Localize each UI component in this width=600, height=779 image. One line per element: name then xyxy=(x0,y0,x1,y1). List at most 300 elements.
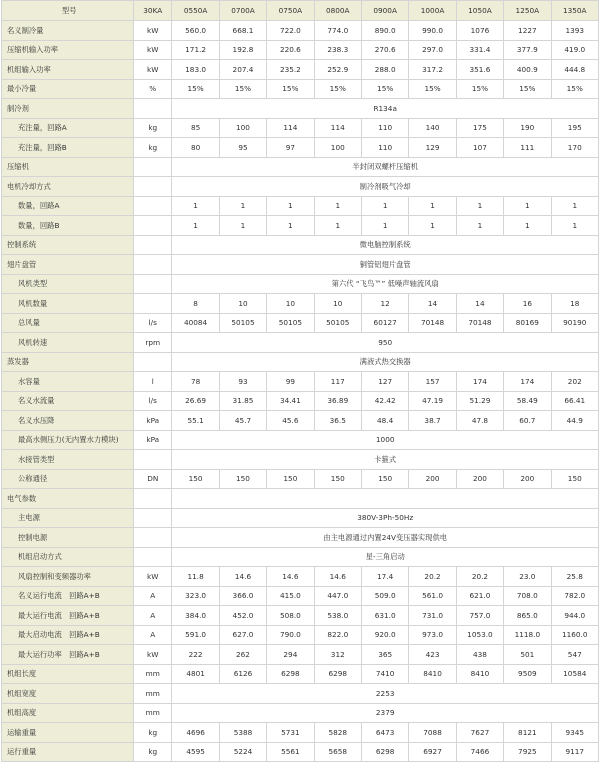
value-cell: 419.0 xyxy=(551,40,598,60)
value-cell: 15% xyxy=(551,79,598,99)
value-cell: 15% xyxy=(172,79,219,99)
row-label: 运输重量 xyxy=(2,723,134,743)
value-cell: 202 xyxy=(551,372,598,392)
row-label: 机组输入功率 xyxy=(2,60,134,80)
row-unit xyxy=(134,274,172,294)
value-cell: 560.0 xyxy=(172,21,219,41)
table-row xyxy=(2,450,599,470)
table-row xyxy=(2,528,599,548)
row-unit: kg xyxy=(134,742,172,762)
value-cell: 501 xyxy=(504,645,551,665)
value-cell: 110 xyxy=(361,118,408,138)
value-cell: 508.0 xyxy=(267,606,314,626)
value-cell: 1 xyxy=(551,216,598,236)
value-cell: 920.0 xyxy=(361,625,408,645)
table-row xyxy=(2,21,599,41)
row-unit: A xyxy=(134,625,172,645)
value-cell: 150 xyxy=(172,469,219,489)
value-cell: 4595 xyxy=(172,742,219,762)
row-label: 电机冷却方式 xyxy=(2,177,134,197)
row-unit xyxy=(134,508,172,528)
value-cell: 99 xyxy=(267,372,314,392)
value-cell: 1118.0 xyxy=(504,625,551,645)
value-cell: 50105 xyxy=(267,313,314,333)
value-cell: 78 xyxy=(172,372,219,392)
row-unit: A xyxy=(134,606,172,626)
value-cell: 111 xyxy=(504,138,551,158)
header-model: 1250A xyxy=(504,1,551,21)
value-cell: 1 xyxy=(361,196,408,216)
row-label: 公称通径 xyxy=(2,469,134,489)
value-cell: 129 xyxy=(409,138,456,158)
value-cell: 9117 xyxy=(551,742,598,762)
value-cell: 782.0 xyxy=(551,586,598,606)
value-cell: 114 xyxy=(267,118,314,138)
value-cell: 51.29 xyxy=(456,391,503,411)
row-unit: kg xyxy=(134,118,172,138)
header-model: 0700A xyxy=(219,1,266,21)
value-cell: 183.0 xyxy=(172,60,219,80)
header-model: 0800A xyxy=(314,1,361,21)
row-unit xyxy=(134,255,172,275)
row-unit: kW xyxy=(134,21,172,41)
value-cell: 97 xyxy=(267,138,314,158)
value-cell: 1 xyxy=(219,196,266,216)
value-cell: 252.9 xyxy=(314,60,361,80)
table-row xyxy=(2,177,599,197)
value-cell: 174 xyxy=(456,372,503,392)
value-cell: 70148 xyxy=(409,313,456,333)
shared-value-cell: 微电脑控制系统 xyxy=(172,235,599,255)
value-cell: 9345 xyxy=(551,723,598,743)
value-cell: 171.2 xyxy=(172,40,219,60)
value-cell: 4801 xyxy=(172,664,219,684)
value-cell: 990.0 xyxy=(409,21,456,41)
value-cell: 5224 xyxy=(219,742,266,762)
header-label: 型号 xyxy=(62,5,77,15)
row-label: 机组启动方式 xyxy=(2,547,134,567)
row-label: 名义制冷量 xyxy=(2,21,134,41)
row-label: 风机数量 xyxy=(2,294,134,314)
value-cell: 174 xyxy=(504,372,551,392)
value-cell: 15% xyxy=(504,79,551,99)
value-cell: 447.0 xyxy=(314,586,361,606)
shared-value-cell: 380V-3Ph-50Hz xyxy=(172,508,599,528)
value-cell: 150 xyxy=(267,469,314,489)
table-row xyxy=(2,547,599,567)
row-label: 风机转速 xyxy=(2,333,134,353)
row-unit xyxy=(134,196,172,216)
value-cell: 47.8 xyxy=(456,411,503,431)
row-label: 控制系统 xyxy=(2,235,134,255)
table-row xyxy=(2,742,599,762)
value-cell: 60.7 xyxy=(504,411,551,431)
row-unit: kW xyxy=(134,40,172,60)
row-unit: l xyxy=(134,372,172,392)
value-cell: 5561 xyxy=(267,742,314,762)
empty-cell xyxy=(172,489,599,509)
value-cell: 1 xyxy=(172,216,219,236)
value-cell: 668.1 xyxy=(219,21,266,41)
table-row xyxy=(2,99,599,119)
value-cell: 85 xyxy=(172,118,219,138)
value-cell: 150 xyxy=(314,469,361,489)
value-cell: 60127 xyxy=(361,313,408,333)
table-row xyxy=(2,196,599,216)
row-unit xyxy=(134,177,172,197)
shared-value-cell: 星-三角启动 xyxy=(172,547,599,567)
shared-value-cell: 半封闭双螺杆压缩机 xyxy=(172,157,599,177)
row-label: 数量，回路A xyxy=(2,196,134,216)
table-row xyxy=(2,606,599,626)
value-cell: 774.0 xyxy=(314,21,361,41)
value-cell: 561.0 xyxy=(409,586,456,606)
row-label: 最大启动电流 回路A+B xyxy=(2,625,134,645)
row-label: 风机类型 xyxy=(2,274,134,294)
value-cell: 1 xyxy=(456,216,503,236)
value-cell: 50105 xyxy=(219,313,266,333)
value-cell: 1 xyxy=(551,196,598,216)
row-unit: kW xyxy=(134,645,172,665)
shared-value-cell: 铜管铝翅片盘管 xyxy=(172,255,599,275)
table-row xyxy=(2,625,599,645)
value-cell: 1 xyxy=(172,196,219,216)
value-cell: 722.0 xyxy=(267,21,314,41)
value-cell: 220.6 xyxy=(267,40,314,60)
table-row xyxy=(2,469,599,489)
value-cell: 10 xyxy=(267,294,314,314)
value-cell: 207.4 xyxy=(219,60,266,80)
table-row xyxy=(2,684,599,704)
row-label: 水容量 xyxy=(2,372,134,392)
value-cell: 7410 xyxy=(361,664,408,684)
value-cell: 150 xyxy=(361,469,408,489)
value-cell: 12 xyxy=(361,294,408,314)
row-unit: kPa xyxy=(134,430,172,450)
table-row xyxy=(2,664,599,684)
table-row xyxy=(2,430,599,450)
value-cell: 8410 xyxy=(456,664,503,684)
value-cell: 9509 xyxy=(504,664,551,684)
row-label: 最高水侧压力(无内置水力模块) xyxy=(2,430,134,450)
table-row xyxy=(2,235,599,255)
row-unit: l/s xyxy=(134,313,172,333)
value-cell: 317.2 xyxy=(409,60,456,80)
value-cell: 44.9 xyxy=(551,411,598,431)
row-label: 风扇控制和变频器功率 xyxy=(2,567,134,587)
value-cell: 10 xyxy=(219,294,266,314)
header-model: 1050A xyxy=(456,1,503,21)
row-unit xyxy=(134,294,172,314)
value-cell: 58.49 xyxy=(504,391,551,411)
value-cell: 509.0 xyxy=(361,586,408,606)
value-cell: 48.4 xyxy=(361,411,408,431)
value-cell: 17.4 xyxy=(361,567,408,587)
value-cell: 1160.0 xyxy=(551,625,598,645)
value-cell: 294 xyxy=(267,645,314,665)
value-cell: 110 xyxy=(361,138,408,158)
value-cell: 14.6 xyxy=(314,567,361,587)
shared-value-cell: 制冷剂吸气冷却 xyxy=(172,177,599,197)
row-label: 制冷剂 xyxy=(2,99,134,119)
row-label: 蒸发器 xyxy=(2,352,134,372)
row-label: 充注量，回路B xyxy=(2,138,134,158)
row-label: 机组宽度 xyxy=(2,684,134,704)
table-row xyxy=(2,352,599,372)
row-unit: kW xyxy=(134,60,172,80)
value-cell: 117 xyxy=(314,372,361,392)
row-label: 最小冷量 xyxy=(2,79,134,99)
row-label: 压缩机 xyxy=(2,157,134,177)
value-cell: 6126 xyxy=(219,664,266,684)
value-cell: 6298 xyxy=(361,742,408,762)
value-cell: 547 xyxy=(551,645,598,665)
value-cell: 14.6 xyxy=(267,567,314,587)
row-unit xyxy=(134,489,172,509)
value-cell: 150 xyxy=(551,469,598,489)
value-cell: 222 xyxy=(172,645,219,665)
value-cell: 31.85 xyxy=(219,391,266,411)
table-row xyxy=(2,274,599,294)
row-label: 名义水压降 xyxy=(2,411,134,431)
value-cell: 384.0 xyxy=(172,606,219,626)
value-cell: 23.0 xyxy=(504,567,551,587)
value-cell: 38.7 xyxy=(409,411,456,431)
value-cell: 80 xyxy=(172,138,219,158)
value-cell: 47.19 xyxy=(409,391,456,411)
value-cell: 200 xyxy=(456,469,503,489)
shared-value-cell: 2253 xyxy=(172,684,599,704)
value-cell: 621.0 xyxy=(456,586,503,606)
row-label: 机组高度 xyxy=(2,703,134,723)
row-label: 水接管类型 xyxy=(2,450,134,470)
value-cell: 1 xyxy=(456,196,503,216)
value-cell: 36.5 xyxy=(314,411,361,431)
value-cell: 8121 xyxy=(504,723,551,743)
value-cell: 415.0 xyxy=(267,586,314,606)
value-cell: 1053.0 xyxy=(456,625,503,645)
value-cell: 1 xyxy=(409,196,456,216)
value-cell: 45.6 xyxy=(267,411,314,431)
row-label: 数量，回路B xyxy=(2,216,134,236)
table-row xyxy=(2,723,599,743)
header-model: 1350A xyxy=(551,1,598,21)
value-cell: 170 xyxy=(551,138,598,158)
value-cell: 5731 xyxy=(267,723,314,743)
shared-value-cell: 2379 xyxy=(172,703,599,723)
row-unit xyxy=(134,235,172,255)
value-cell: 6473 xyxy=(361,723,408,743)
value-cell: 1076 xyxy=(456,21,503,41)
header-row xyxy=(2,1,599,21)
value-cell: 1 xyxy=(504,216,551,236)
value-cell: 5828 xyxy=(314,723,361,743)
value-cell: 45.7 xyxy=(219,411,266,431)
value-cell: 90190 xyxy=(551,313,598,333)
shared-value-cell: 第六代 “飞鸟™” 低噪声轴流风扇 xyxy=(172,274,599,294)
row-unit: mm xyxy=(134,684,172,704)
value-cell: 93 xyxy=(219,372,266,392)
row-unit xyxy=(134,547,172,567)
row-unit xyxy=(134,216,172,236)
table-row xyxy=(2,489,599,509)
row-unit: kg xyxy=(134,138,172,158)
row-label: 最大运行功率 回路A+B xyxy=(2,645,134,665)
value-cell: 20.2 xyxy=(409,567,456,587)
value-cell: 15% xyxy=(267,79,314,99)
value-cell: 6927 xyxy=(409,742,456,762)
value-cell: 107 xyxy=(456,138,503,158)
value-cell: 42.42 xyxy=(361,391,408,411)
row-label: 翅片盘管 xyxy=(2,255,134,275)
row-unit xyxy=(134,450,172,470)
value-cell: 36.89 xyxy=(314,391,361,411)
value-cell: 7088 xyxy=(409,723,456,743)
table-row xyxy=(2,79,599,99)
value-cell: 235.2 xyxy=(267,60,314,80)
value-cell: 890.0 xyxy=(361,21,408,41)
value-cell: 7925 xyxy=(504,742,551,762)
row-unit: % xyxy=(134,79,172,99)
value-cell: 366.0 xyxy=(219,586,266,606)
table-row xyxy=(2,60,599,80)
value-cell: 100 xyxy=(314,138,361,158)
value-cell: 18 xyxy=(551,294,598,314)
value-cell: 238.3 xyxy=(314,40,361,60)
value-cell: 10 xyxy=(314,294,361,314)
table-row xyxy=(2,157,599,177)
value-cell: 14 xyxy=(409,294,456,314)
value-cell: 127 xyxy=(361,372,408,392)
value-cell: 15% xyxy=(409,79,456,99)
value-cell: 80169 xyxy=(504,313,551,333)
value-cell: 4696 xyxy=(172,723,219,743)
value-cell: 423 xyxy=(409,645,456,665)
value-cell: 40084 xyxy=(172,313,219,333)
value-cell: 200 xyxy=(504,469,551,489)
header-model: 0550A xyxy=(172,1,219,21)
table-row xyxy=(2,40,599,60)
table-row xyxy=(2,391,599,411)
value-cell: 200 xyxy=(409,469,456,489)
row-unit: kg xyxy=(134,723,172,743)
value-cell: 400.9 xyxy=(504,60,551,80)
value-cell: 973.0 xyxy=(409,625,456,645)
row-label: 最大运行电流 回路A+B xyxy=(2,606,134,626)
shared-value-cell: 由主电源通过内置24V变压器实现供电 xyxy=(172,528,599,548)
value-cell: 6298 xyxy=(314,664,361,684)
value-cell: 195 xyxy=(551,118,598,138)
row-label: 控制电源 xyxy=(2,528,134,548)
value-cell: 627.0 xyxy=(219,625,266,645)
table-row xyxy=(2,294,599,314)
row-unit xyxy=(134,157,172,177)
value-cell: 822.0 xyxy=(314,625,361,645)
row-label: 总风量 xyxy=(2,313,134,333)
row-unit: rpm xyxy=(134,333,172,353)
value-cell: 377.9 xyxy=(504,40,551,60)
header-model: 0750A xyxy=(267,1,314,21)
value-cell: 297.0 xyxy=(409,40,456,60)
shared-value-cell: 950 xyxy=(172,333,599,353)
value-cell: 1 xyxy=(361,216,408,236)
value-cell: 114 xyxy=(314,118,361,138)
header-unit: 30KA xyxy=(134,1,172,21)
value-cell: 7627 xyxy=(456,723,503,743)
header-model: 1000A xyxy=(409,1,456,21)
value-cell: 312 xyxy=(314,645,361,665)
value-cell: 70148 xyxy=(456,313,503,333)
value-cell: 50105 xyxy=(314,313,361,333)
row-unit xyxy=(134,99,172,119)
header-label-cell xyxy=(2,1,134,21)
value-cell: 16 xyxy=(504,294,551,314)
value-cell: 538.0 xyxy=(314,606,361,626)
value-cell: 55.1 xyxy=(172,411,219,431)
value-cell: 1 xyxy=(409,216,456,236)
value-cell: 1 xyxy=(314,216,361,236)
value-cell: 757.0 xyxy=(456,606,503,626)
value-cell: 1 xyxy=(504,196,551,216)
table-row xyxy=(2,313,599,333)
value-cell: 1393 xyxy=(551,21,598,41)
value-cell: 351.6 xyxy=(456,60,503,80)
value-cell: 15% xyxy=(456,79,503,99)
value-cell: 631.0 xyxy=(361,606,408,626)
value-cell: 14 xyxy=(456,294,503,314)
shared-value-cell: 卡箍式 xyxy=(172,450,599,470)
value-cell: 15% xyxy=(361,79,408,99)
value-cell: 438 xyxy=(456,645,503,665)
value-cell: 1 xyxy=(219,216,266,236)
table-row xyxy=(2,508,599,528)
table-row xyxy=(2,333,599,353)
value-cell: 1 xyxy=(267,216,314,236)
value-cell: 20.2 xyxy=(456,567,503,587)
spec-table-body xyxy=(2,1,599,762)
row-label: 压缩机输入功率 xyxy=(2,40,134,60)
spec-table xyxy=(1,0,599,762)
row-label: 充注量，回路A xyxy=(2,118,134,138)
value-cell: 331.4 xyxy=(456,40,503,60)
value-cell: 157 xyxy=(409,372,456,392)
value-cell: 452.0 xyxy=(219,606,266,626)
row-label: 名义运行电流 回路A+B xyxy=(2,586,134,606)
value-cell: 11.8 xyxy=(172,567,219,587)
row-unit: A xyxy=(134,586,172,606)
value-cell: 8 xyxy=(172,294,219,314)
value-cell: 444.8 xyxy=(551,60,598,80)
row-unit xyxy=(134,352,172,372)
value-cell: 95 xyxy=(219,138,266,158)
value-cell: 14.6 xyxy=(219,567,266,587)
value-cell: 100 xyxy=(219,118,266,138)
value-cell: 15% xyxy=(314,79,361,99)
value-cell: 5658 xyxy=(314,742,361,762)
row-unit: mm xyxy=(134,703,172,723)
value-cell: 150 xyxy=(219,469,266,489)
row-label: 运行重量 xyxy=(2,742,134,762)
value-cell: 865.0 xyxy=(504,606,551,626)
table-row xyxy=(2,567,599,587)
table-row xyxy=(2,216,599,236)
value-cell: 790.0 xyxy=(267,625,314,645)
value-cell: 34.41 xyxy=(267,391,314,411)
row-unit: mm xyxy=(134,664,172,684)
row-unit: DN xyxy=(134,469,172,489)
value-cell: 26.69 xyxy=(172,391,219,411)
value-cell: 708.0 xyxy=(504,586,551,606)
